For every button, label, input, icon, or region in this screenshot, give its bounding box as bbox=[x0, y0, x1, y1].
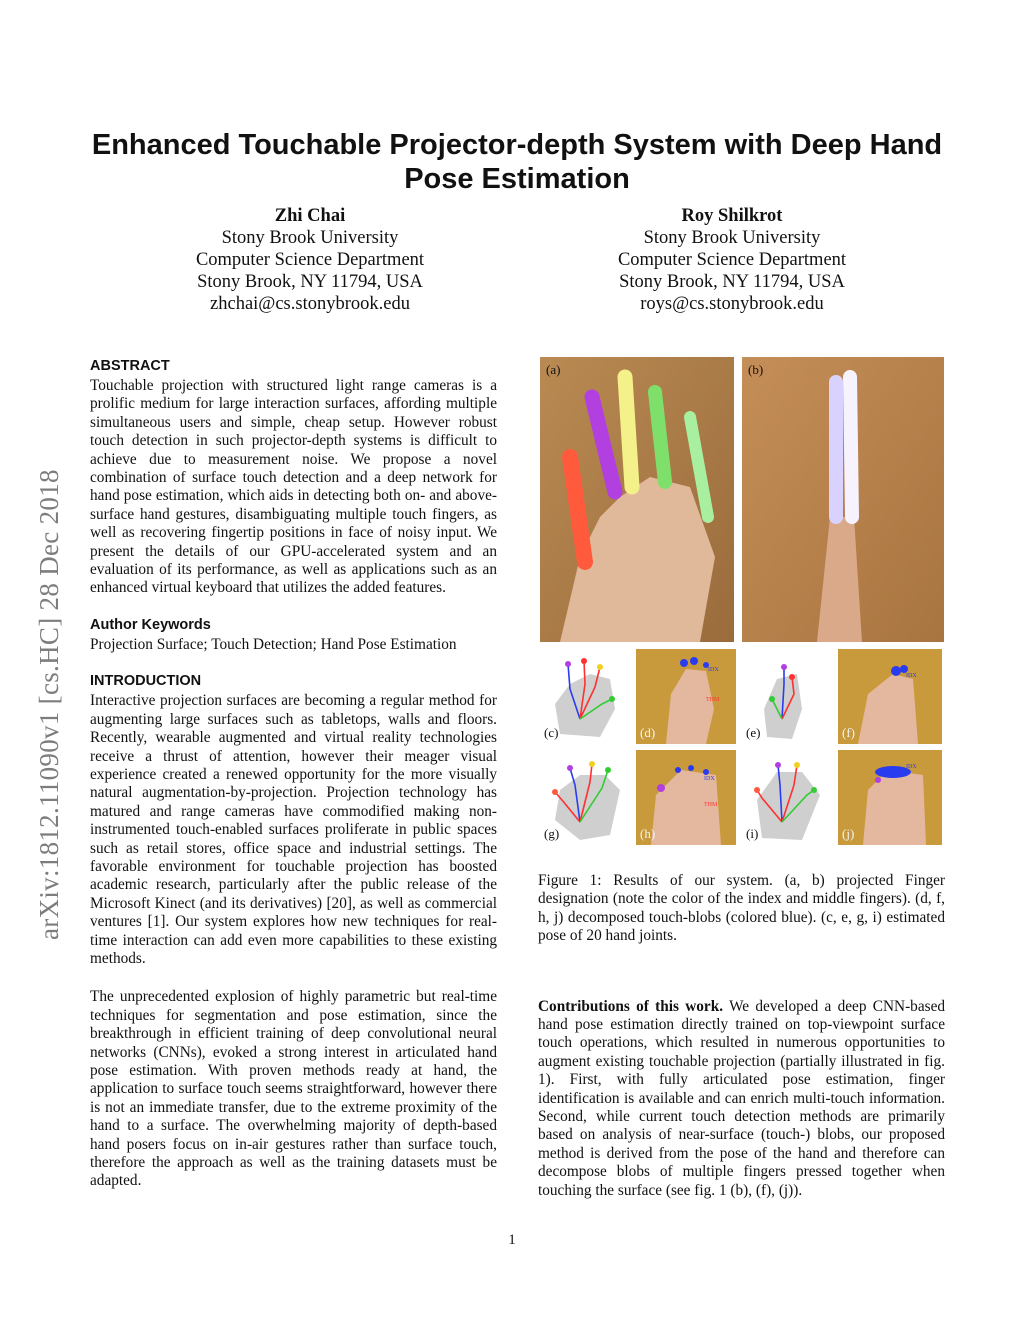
author-address: Stony Brook, NY 11794, USA bbox=[619, 272, 845, 292]
introduction-heading: INTRODUCTION bbox=[90, 673, 202, 690]
author-name: Zhi Chai bbox=[274, 206, 346, 226]
svg-text:THM: THM bbox=[706, 697, 720, 703]
panel-label: (g) bbox=[544, 826, 560, 841]
panel-label: (d) bbox=[640, 725, 656, 740]
keywords-heading: Author Keywords bbox=[90, 616, 211, 633]
middle-marker bbox=[850, 377, 852, 517]
figure-panel-g bbox=[540, 750, 632, 845]
panel-label: (i) bbox=[746, 826, 759, 841]
panel-label: (e) bbox=[746, 725, 761, 740]
svg-text:IDX: IDX bbox=[906, 673, 917, 679]
panel-label: (c) bbox=[544, 725, 559, 740]
author-name: Roy Shilkrot bbox=[681, 206, 783, 226]
figure-panel-j bbox=[838, 750, 942, 845]
figure-panel-i bbox=[742, 750, 834, 845]
panel-label: (h) bbox=[640, 826, 656, 841]
author-affiliation: Stony Brook University bbox=[221, 228, 399, 248]
panel-label: (a) bbox=[546, 362, 561, 377]
contributions-text: We developed a deep CNN-based hand pose estimation directly trained on top-viewpoint surface touch operations, which resulted in numerous opportunities to augment existing touchable projection (partially illustrated in fig. 1). First, with fully articulated pose estimation, finger identification is available and can enrich multi-touch information. Second, while current touch detection methods are primarily based on analysis of near-surface (touch-) blobs, our proposed method is derived from the pose of the hand and therefore can decompose blobs of multiple fingers pressed together when touching the surface (see fig. 1 (b), (f), (j)). bbox=[538, 997, 946, 1199]
figure-panel-h bbox=[636, 750, 736, 845]
figure-panel-d bbox=[636, 649, 736, 744]
figure-panel-f bbox=[838, 649, 942, 744]
figure-panel-a bbox=[540, 357, 734, 642]
author-department: Computer Science Department bbox=[617, 250, 847, 270]
left-column bbox=[90, 357, 497, 1191]
svg-text:THM: THM bbox=[704, 802, 718, 808]
page-number: 1 bbox=[508, 1232, 516, 1248]
author-block bbox=[150, 205, 470, 315]
author-address: Stony Brook, NY 11794, USA bbox=[197, 272, 423, 292]
ring-marker bbox=[655, 392, 665, 482]
author-department: Computer Science Department bbox=[195, 250, 425, 270]
arxiv-stamp: arXiv:1812.11090v1 [cs.HC] 28 Dec 2018 bbox=[34, 469, 64, 940]
svg-text:IDX: IDX bbox=[704, 776, 715, 782]
figure-1 bbox=[538, 357, 944, 857]
figure-panel-e bbox=[742, 649, 834, 744]
keywords-text: Projection Surface; Touch Detection; Hand Pose Estimation bbox=[90, 635, 457, 653]
introduction-paragraph: The unprecedented explosion of highly parametric but real-time techniques for segmentation and pose estimation, since the breakthrough in efficient training of deep convolutional neural networks (CNNs), evoked a strong interest in articulated hand pose estimation. With proven methods ready at hand, the application to surface touch seems straightforward, however there is not an immediate transfer, due to the extreme proximity of the hand to a surface. The overwhelming majority of depth-based hand posers focus on in-air gestures rather than surface touch, therefore the approach as well as the training datasets must be adapted. bbox=[90, 988, 497, 1190]
contributions-paragraph bbox=[538, 998, 945, 1200]
panel-label: (f) bbox=[842, 725, 855, 740]
author-affiliation: Stony Brook University bbox=[643, 228, 821, 248]
figure-caption: Figure 1: Results of our system. (a, b) projected Finger designation (note the color of the index and middle fingers). (d, f, h, j) decomposed touch-blobs (colored blue). (c, e, g, i) estimated pose of 20 hand joints. bbox=[538, 872, 945, 945]
introduction-paragraph: Interactive projection surfaces are becoming a regular method for augmenting large surfaces such as tabletops, walls and floors. Recently, wearable augmented and virtual reality technologies receive a thrust of attention, however their meager visual experience created a renewed opportunity for the more visually natural augmentation-by-projection. Projection technology has matured and range cameras have commodified making non-instrumented touch-enabled surfaces proliferate in public spaces such as retail stores, office space and industrial settings. The favorable environment for touchable projection has boosted academic research, particularly after the public release of the Microsoft Kinect (and its derivatives) [20], as well as commercial ventures [1]. Our system explores how new techniques for real-time interaction can add even more capabilities to these existing methods. bbox=[90, 692, 497, 967]
svg-text:IDX: IDX bbox=[906, 764, 917, 770]
contributions-lead: Contributions of this work. bbox=[538, 997, 724, 1015]
paper-title: Enhanced Touchable Projector-depth System with Deep Hand Pose Estimation bbox=[91, 129, 943, 195]
svg-text:IDX: IDX bbox=[708, 667, 719, 673]
figure-panel-b bbox=[742, 357, 944, 642]
panel-label: (j) bbox=[842, 826, 855, 841]
right-column bbox=[538, 872, 945, 1200]
author-block bbox=[572, 205, 892, 315]
abstract-text: Touchable projection with structured light range cameras is a prolific medium for large interaction surfaces, affording multiple simultaneous users and simple, cheap setup. However robust touch detection in such projector-depth systems is difficult to achieve due to measurement noise. We propose a novel combination of surface touch detection and a deep network for hand pose estimation, which aids in detecting both on- and above-surface hand gestures, disambiguating multiple touch fingers, as well as recovering fingertip positions in face of noisy input. We present the details of our GPU-accelerated system and an evaluation of its performance, as well as applications such as an enhanced virtual keyboard that utilizes the added features. bbox=[90, 377, 497, 597]
middle-marker bbox=[625, 377, 632, 487]
author-email: roys@cs.stonybrook.edu bbox=[640, 294, 824, 314]
panel-label: (b) bbox=[748, 362, 764, 377]
abstract-heading: ABSTRACT bbox=[90, 358, 170, 374]
author-email: zhchai@cs.stonybrook.edu bbox=[210, 294, 410, 314]
figure-panel-c bbox=[540, 649, 632, 744]
